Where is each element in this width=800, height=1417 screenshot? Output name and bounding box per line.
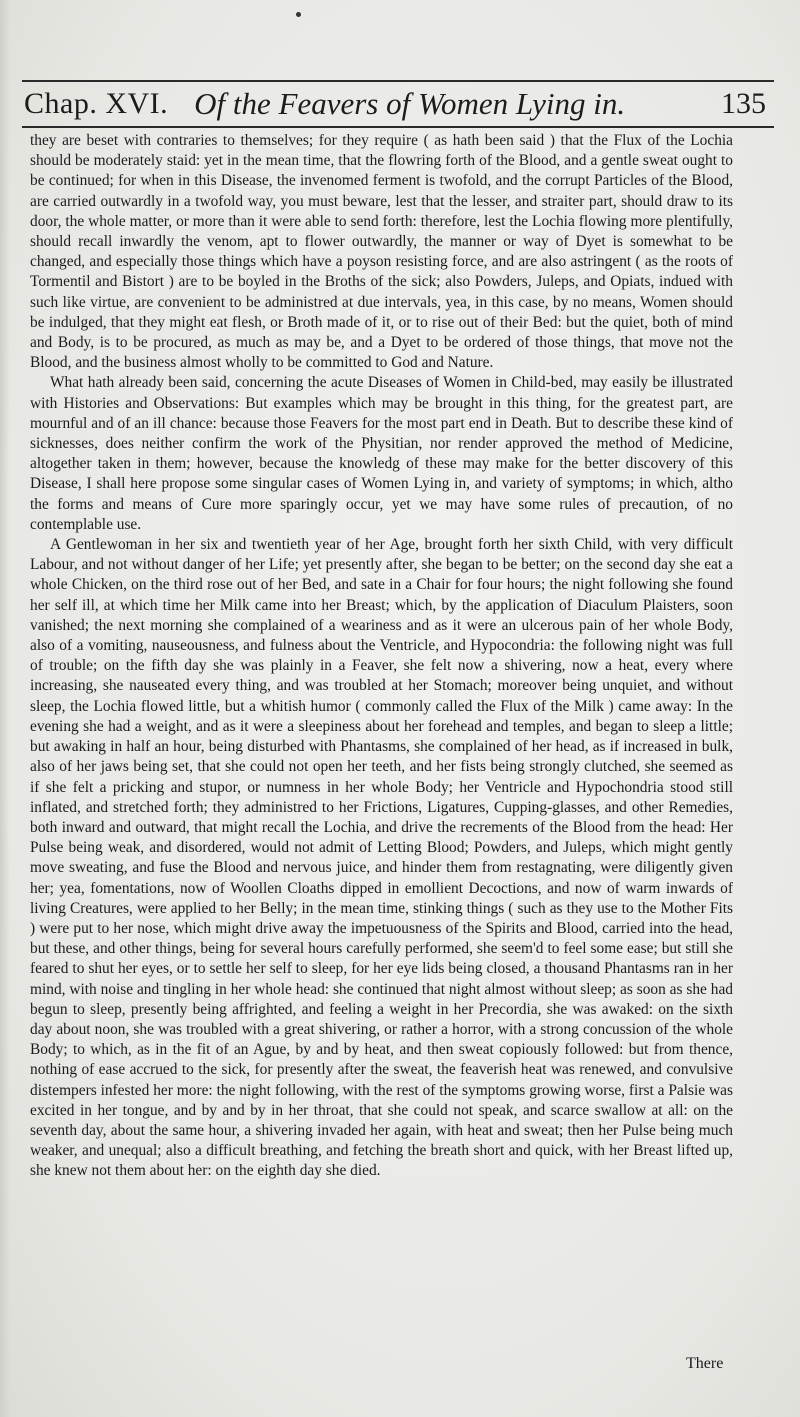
paragraph-histories: What hath already been said, concerning the acute Diseases of Women in Child-bed, may easily be illustrated with Histories and Observations: But examples which may be brought in this thing, for the greatest part, are mournful and of an ill chance: because those Feavers for the most part end in Death. But to describe these kind of sicknesses, does neither confirm the work of the Physitian, nor render approved the method of Medicine, altogether taken in them; however, because the knowledg of these may make for the better discovery of this Disease, I shall here propose some singular cases of Women Lying in, and variety of symptoms; in which, altho the forms and means of Cure more sparingly occur, yet we may have some rules of precaution, of no contemplable use. [30,374,733,533]
chapter-label: Chap. XVI. [24,87,169,120]
page-edge-shadow [0,0,10,1417]
body-text [30,131,733,1182]
paragraph-case-history: A Gentlewoman in her six and twentieth year of her Age, brought forth her sixth Child, with very difficult Labour, and not without danger of her Life; yet presently after, she began to be better; on the second day she eat a whole Chicken, on the third rose out of her Bed, and sate in a Chair for four hours; the night following she found her self ill, at which time her Milk came into her Breast; which, by the application of Diaculum Plaisters, soon vanished; the next morning she complained of a weariness and as it were an ulcerous pain of her whole Body, also of a vomiting, nauseousness, and fulness about the Ventricle, and Hypocondria: the following night was full of trouble; on the fifth day she was plainly in a Feaver, she felt now a shivering, now a heat, every where increasing, she nauseated every thing, and was troubled at her Stomach; moreover being unquiet, and without sleep, the Lochia flowed little, but a whitish humor ( commonly called the Flux of the Milk ) came away: In the evening she had a weight, and as it were a sleepiness about her forehead and temples, and began to sleep a little; but awaking in half an hour, being disturbed with Phantasms, she complained of her head, as if increased in bulk, also of her jaws being set, that she could not open her teeth, and her fists being strongly clutched, she seemed as if she felt a pricking and stupor, or numness in her whole Body; her Ventricle and Hypochondria stood still inflated, and stretched forth; they administred to her Frictions, Ligatures, Cupping-glasses, and other Remedies, both inward and outward, that might recall the Lochia, and drive the recrements of the Blood from the head: Her Pulse being weak, and disordered, would not admit of Letting Blood; Powders, and Juleps, which might gently move sweating, and fuse the Blood and nervous juice, and hinder them from restagnating, were diligently given her; yea, fomentations, now of Woollen Cloaths dipped in emollient Decoctions, and now of warm inwards of living Creatures, were applied to her Belly; in the mean time, stinking things ( such as they use to the Mother Fits ) were put to her nose, which might drive away the impetuousness of the Spirits and Blood, carried into the head, but these, and other things, being for several hours carefully performed, she seem'd to feel some ease; but still she feared to shut her eyes, or to settle her self to sleep, for her eye lids being closed, a thousand Phantasms ran in her mind, with noise and tingling in her whole head: she continued that night almost without sleep; as soon as she had begun to sleep, presently being affrighted, and feeling a weight in her Precordia, she was awaked: on the sixth day about noon, she was troubled with a great shivering, or rather a horror, with a strong concussion of the whole Body; to which, as in the fit of an Ague, by and by heat, and then sweat copiously followed: but from thence, nothing of ease accrued to the sick, for presently after the sweat, the feaverish heat was renewed, and convulsive distempers infested her more: the night following, with the rest of the symptoms growing worse, first a Palsie was excited in her tongue, and by and by in her throat, that she could not speak, and scarce swallow at all: on the seventh day, about the same hour, a shivering invaded her again, with heat and sweat; then her Pulse being much weaker, and unequal; also a difficult breathing, and fetching the breath short and quick, with her Breast lifted up, she knew not them about her: on the eighth day she died. [30,536,733,1180]
running-header [24,82,772,126]
paragraph-continuation: they are beset with contraries to themselves; for they require ( as hath been said ) that the Flux of the Lochia should be moderately staid: yet in the mean time, that the flowring forth of the Blood, and a gentle sweat ought to be continued; for when in this Disease, the invenomed ferment is twofold, and the corrupt Particles of the Blood, are carried outwardly in a twofold way, you must beware, lest that the lesser, and straiter part, should draw to its door, the whole matter, or more than it were able to send forth: therefore, lest the Lochia flowing more plentifully, should recall inwardly the venom, apt to flower outwardly, the manner or way of Dyet is somewhat to be changed, and especially those things which have a poyson resisting force, and are also astringent ( as the roots of Tormentil and Bistort ) are to be boyled in the Broths of the sick; also Powders, Juleps, and Opiats, indued with such like virtue, are convenient to be administred at due intervals, yea, in this case, by no means, Women should be indulged, that they might eat flesh, or Broth made of it, or to rise out of their Bed: but the quiet, both of mind and Body, is to be procured, as much as may be, and a Dyet to be ordered of those things, that move not the Blood, and the business almost wholly to be committed to God and Nature. [30,132,733,372]
header-rule-bottom [22,126,774,128]
page-number: 135 [721,87,766,120]
ink-speck [296,12,301,17]
catchword: There [686,1355,724,1372]
running-title: Of the Feavers of Women Lying in. [194,86,626,121]
